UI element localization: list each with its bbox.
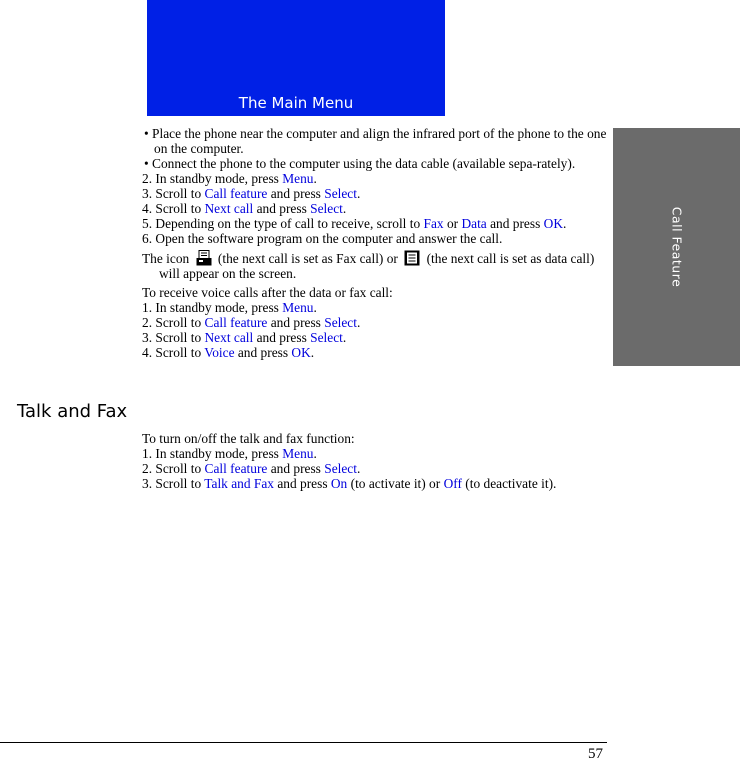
menu-keyword: Fax	[423, 216, 444, 231]
footer-divider	[0, 742, 607, 743]
voice-intro: To receive voice calls after the data or fax call:	[142, 285, 393, 300]
menu-keyword: Menu	[282, 300, 314, 315]
section-talk-and-fax	[142, 431, 622, 491]
menu-keyword: Select	[310, 201, 343, 216]
step-item: 5. Depending on the type of call to receive, scroll to Fax or Data and press OK.	[142, 216, 567, 231]
menu-keyword: Select	[324, 186, 357, 201]
menu-keyword: Select	[310, 330, 343, 345]
step-item: 1. In standby mode, press Menu.	[142, 446, 317, 461]
icon-note: The icon (the next call is set as Fax call) or (the next call is set as data call) will appear on the screen.	[142, 251, 595, 281]
section-receive-data-fax	[142, 126, 610, 360]
step-item: 6. Open the software program on the computer and answer the call.	[142, 231, 503, 246]
menu-keyword: Select	[324, 315, 357, 330]
page-number: 57	[588, 746, 603, 762]
menu-keyword: Menu	[282, 171, 314, 186]
menu-keyword: On	[330, 476, 348, 491]
menu-keyword: Talk and Fax	[204, 476, 274, 491]
menu-keyword: Voice	[204, 345, 235, 360]
step-item: 3. Scroll to Call feature and press Select.	[142, 186, 361, 201]
menu-keyword: Menu	[282, 446, 314, 461]
step-item: 1. In standby mode, press Menu.	[142, 300, 317, 315]
step-item: 2. Scroll to Call feature and press Select.	[142, 315, 361, 330]
step-item: 3. Scroll to Talk and Fax and press On (to activate it) or Off (to deactivate it).	[142, 476, 557, 491]
menu-keyword: Call feature	[204, 315, 268, 330]
menu-keyword: Data	[461, 216, 487, 231]
step-item: 4. Scroll to Next call and press Select.	[142, 201, 347, 216]
chapter-side-tab	[613, 128, 740, 366]
menu-keyword: Call feature	[204, 461, 268, 476]
menu-keyword: Off	[443, 476, 462, 491]
section-heading-talk-and-fax: Talk and Fax	[17, 401, 128, 422]
fax-icon	[196, 250, 212, 266]
screen-title: The Main Menu	[238, 94, 354, 112]
data-icon	[404, 250, 420, 266]
step-item: 3. Scroll to Next call and press Select.	[142, 330, 347, 345]
section-intro: To turn on/off the talk and fax function:	[142, 431, 355, 446]
menu-keyword: Call feature	[204, 186, 268, 201]
bullet-item: • Connect the phone to the computer using the data cable (available sepa-rately).	[144, 156, 576, 171]
menu-keyword: OK	[543, 216, 563, 231]
menu-keyword: OK	[291, 345, 311, 360]
chapter-tab-label: Call Feature	[669, 206, 684, 288]
step-item: 4. Scroll to Voice and press OK.	[142, 345, 315, 360]
menu-keyword: Next call	[204, 201, 254, 216]
step-item: 2. Scroll to Call feature and press Select.	[142, 461, 361, 476]
menu-keyword: Select	[324, 461, 357, 476]
bullet-item: • Place the phone near the computer and align the infrared port of the phone to the one on the computer.	[144, 126, 607, 156]
step-item: 2. In standby mode, press Menu.	[142, 171, 317, 186]
phone-screen-image	[147, 0, 445, 116]
menu-keyword: Next call	[204, 330, 254, 345]
